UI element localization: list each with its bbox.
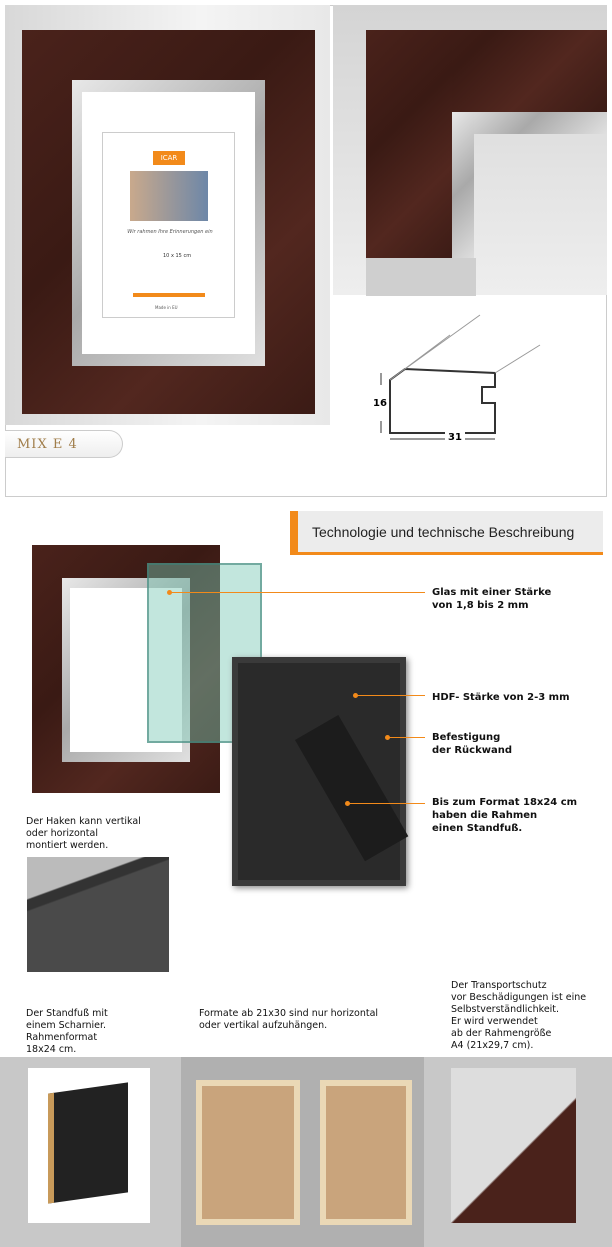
section-title: Technologie und technische Beschreibung xyxy=(290,511,603,555)
note-hook: Der Haken kann vertikal oder horizontal montiert werden. xyxy=(26,816,141,851)
product-label: MIX E 4 xyxy=(5,430,123,458)
callout-line xyxy=(170,592,425,593)
hook-photo xyxy=(27,857,169,972)
made-in: Made in EU xyxy=(155,305,178,310)
stand-photo xyxy=(28,1068,150,1223)
note-formats: Formate ab 21x30 sind nur horizontal oder vertikal aufzuhängen. xyxy=(199,1008,379,1031)
transport-protection-photo xyxy=(451,1068,576,1223)
callout-glass: Glas mit einer Stärke von 1,8 bis 2 mm xyxy=(432,587,552,611)
insert-bar xyxy=(133,293,205,297)
brand-logo: ICAR xyxy=(153,151,185,165)
callout-hdf: HDF- Stärke von 2-3 mm xyxy=(432,692,570,703)
profile-height: 16 xyxy=(373,398,387,409)
profile-width: 31 xyxy=(445,432,465,443)
stand-photo-frame xyxy=(48,1082,128,1203)
corner-detail-side xyxy=(366,30,452,262)
insert-slogan: Wir rahmen Ihre Erinnerungen ein xyxy=(127,229,213,235)
note-stand: Der Standfuß mit einem Scharnier. Rahmenformat 18x24 cm. xyxy=(26,1008,108,1055)
insert-size: 10 x 15 cm xyxy=(163,253,192,259)
corner-silver-side xyxy=(452,112,474,262)
corner-silver-top xyxy=(452,112,607,134)
back-photo-vertical xyxy=(196,1080,300,1225)
back-photo-horizontal xyxy=(320,1080,412,1225)
callout-fastening: Befestigung der Rückwand xyxy=(432,732,513,756)
insert-photo xyxy=(130,171,208,221)
note-transport: Der Transportschutz vor Beschädigungen ist eine Selbstverständlichkeit. Er wird verwendet ab der Rahmengröße A4 (21x29,7 cm). xyxy=(451,980,587,1051)
callout-line xyxy=(348,803,425,804)
callout-stand: Bis zum Format 18x24 cm haben die Rahmen einen Standfuß. xyxy=(432,797,578,834)
profile-drawing xyxy=(370,305,550,445)
callout-line xyxy=(388,737,425,738)
callout-line xyxy=(356,695,425,696)
profile-cut xyxy=(366,258,476,296)
insert-card xyxy=(102,132,235,318)
